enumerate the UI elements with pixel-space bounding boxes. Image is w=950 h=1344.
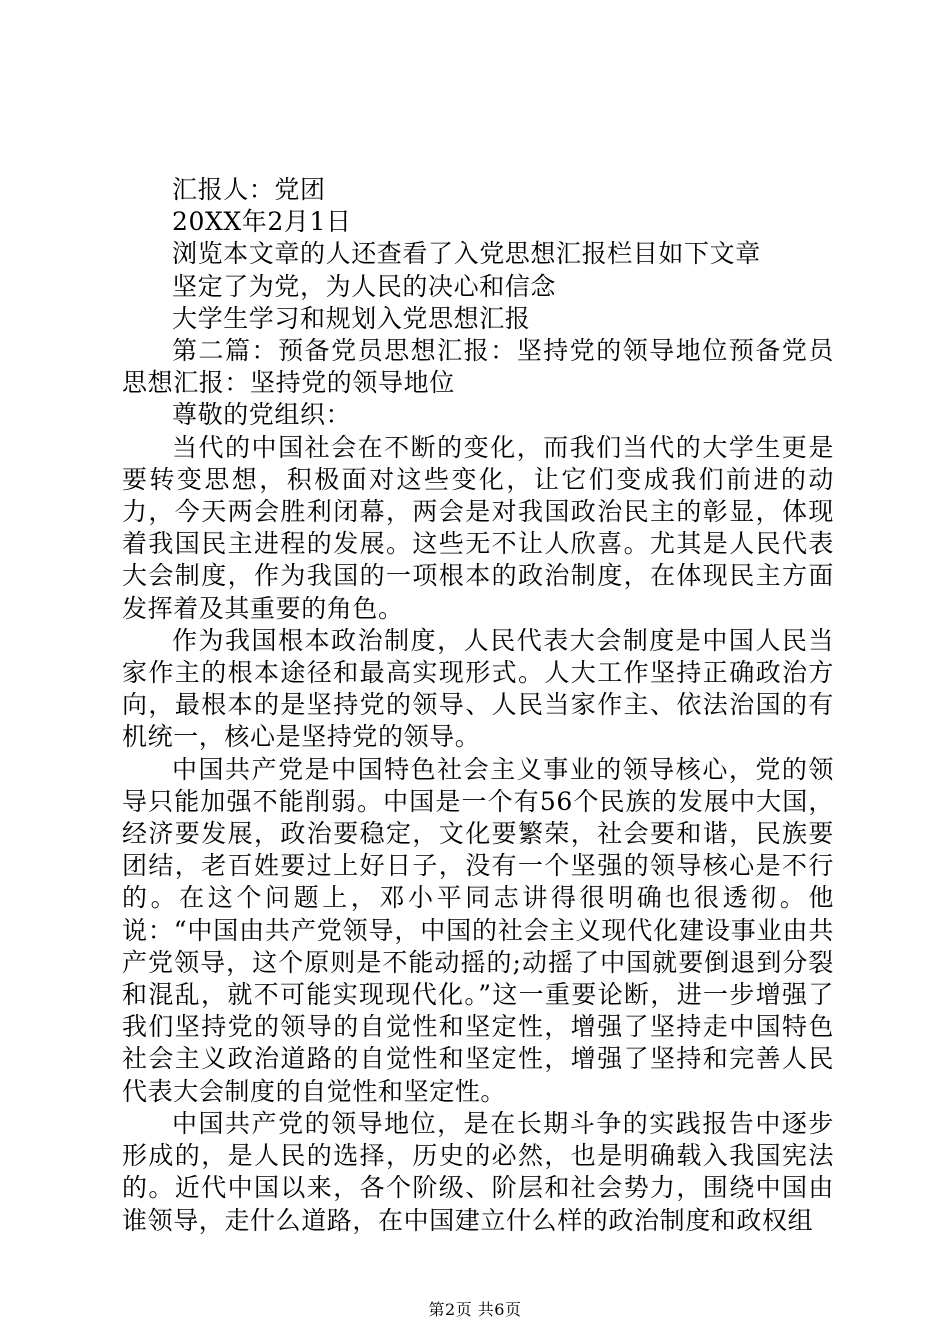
body-paragraph: 当代的中国社会在不断的变化，而我们当代的大学生更是要转变思想，积极面对这些变化，让它们变成我们前进的动力，今天两会胜利闭幕，两会是对我国政治民主的彰显，体现着我国民主进程的发展。这些无不让人欣喜。尤其是人民代表大会制度，作为我国的一项根本的政治制度，在体现民主方面发挥着及其重要的角色。 xyxy=(122,432,834,623)
related-articles-intro: 浏览本文章的人还查看了入党思想汇报栏目如下文章 xyxy=(172,239,761,269)
section-heading: 第二篇：预备党员思想汇报：坚持党的领导地位预备党员思想汇报：坚持党的领导地位 xyxy=(122,336,834,398)
salutation: 尊敬的党组织： xyxy=(172,400,352,430)
related-article-title: 坚定了为党，为人民的决心和信念 xyxy=(172,271,557,301)
reporter-line: 汇报人：党团 xyxy=(172,175,326,204)
document-body xyxy=(122,174,834,1237)
body-paragraph: 中国共产党的领导地位，是在长期斗争的实践报告中逐步形成的，是人民的选择，历史的必然，也是明确载入我国宪法的。近代中国以来，各个阶级、阶层和社会势力，围绕中国由谁领导，走什么道路，在中国建立什么样的政治制度和政权组 xyxy=(122,1108,834,1235)
date-line: 20XX年2月1日 xyxy=(172,207,352,237)
related-article-title: 大学生学习和规划入党思想汇报 xyxy=(172,303,531,333)
page-number-footer: 第2页 共6页 xyxy=(428,1300,522,1319)
body-paragraph: 作为我国根本政治制度，人民代表大会制度是中国人民当家作主的根本途径和最高实现形式。人大工作坚持正确政治方向，最根本的是坚持党的领导、人民当家作主、依法治国的有机统一，核心是坚持党的领导。 xyxy=(122,625,834,752)
body-paragraph: 中国共产党是中国特色社会主义事业的领导核心，党的领导只能加强不能削弱。中国是一个有56个民族的发展中大国，经济要发展，政治要稳定，文化要繁荣，社会要和谐，民族要团结，老百姓要过上好日子，没有一个坚强的领导核心是不行的。在这个问题上，邓小平同志讲得很明确也很透彻。他说：“中国由共产党领导，中国的社会主义现代化建设事业由共产党领导，这个原则是不能动摇的;动摇了中国就要倒退到分裂和混乱，就不可能实现现代化。”这一重要论断，进一步增强了我们坚持党的领导的自觉性和坚定性，增强了坚持走中国特色社会主义政治道路的自觉性和坚定性，增强了坚持和完善人民代表大会制度的自觉性和坚定性。 xyxy=(122,754,834,1106)
